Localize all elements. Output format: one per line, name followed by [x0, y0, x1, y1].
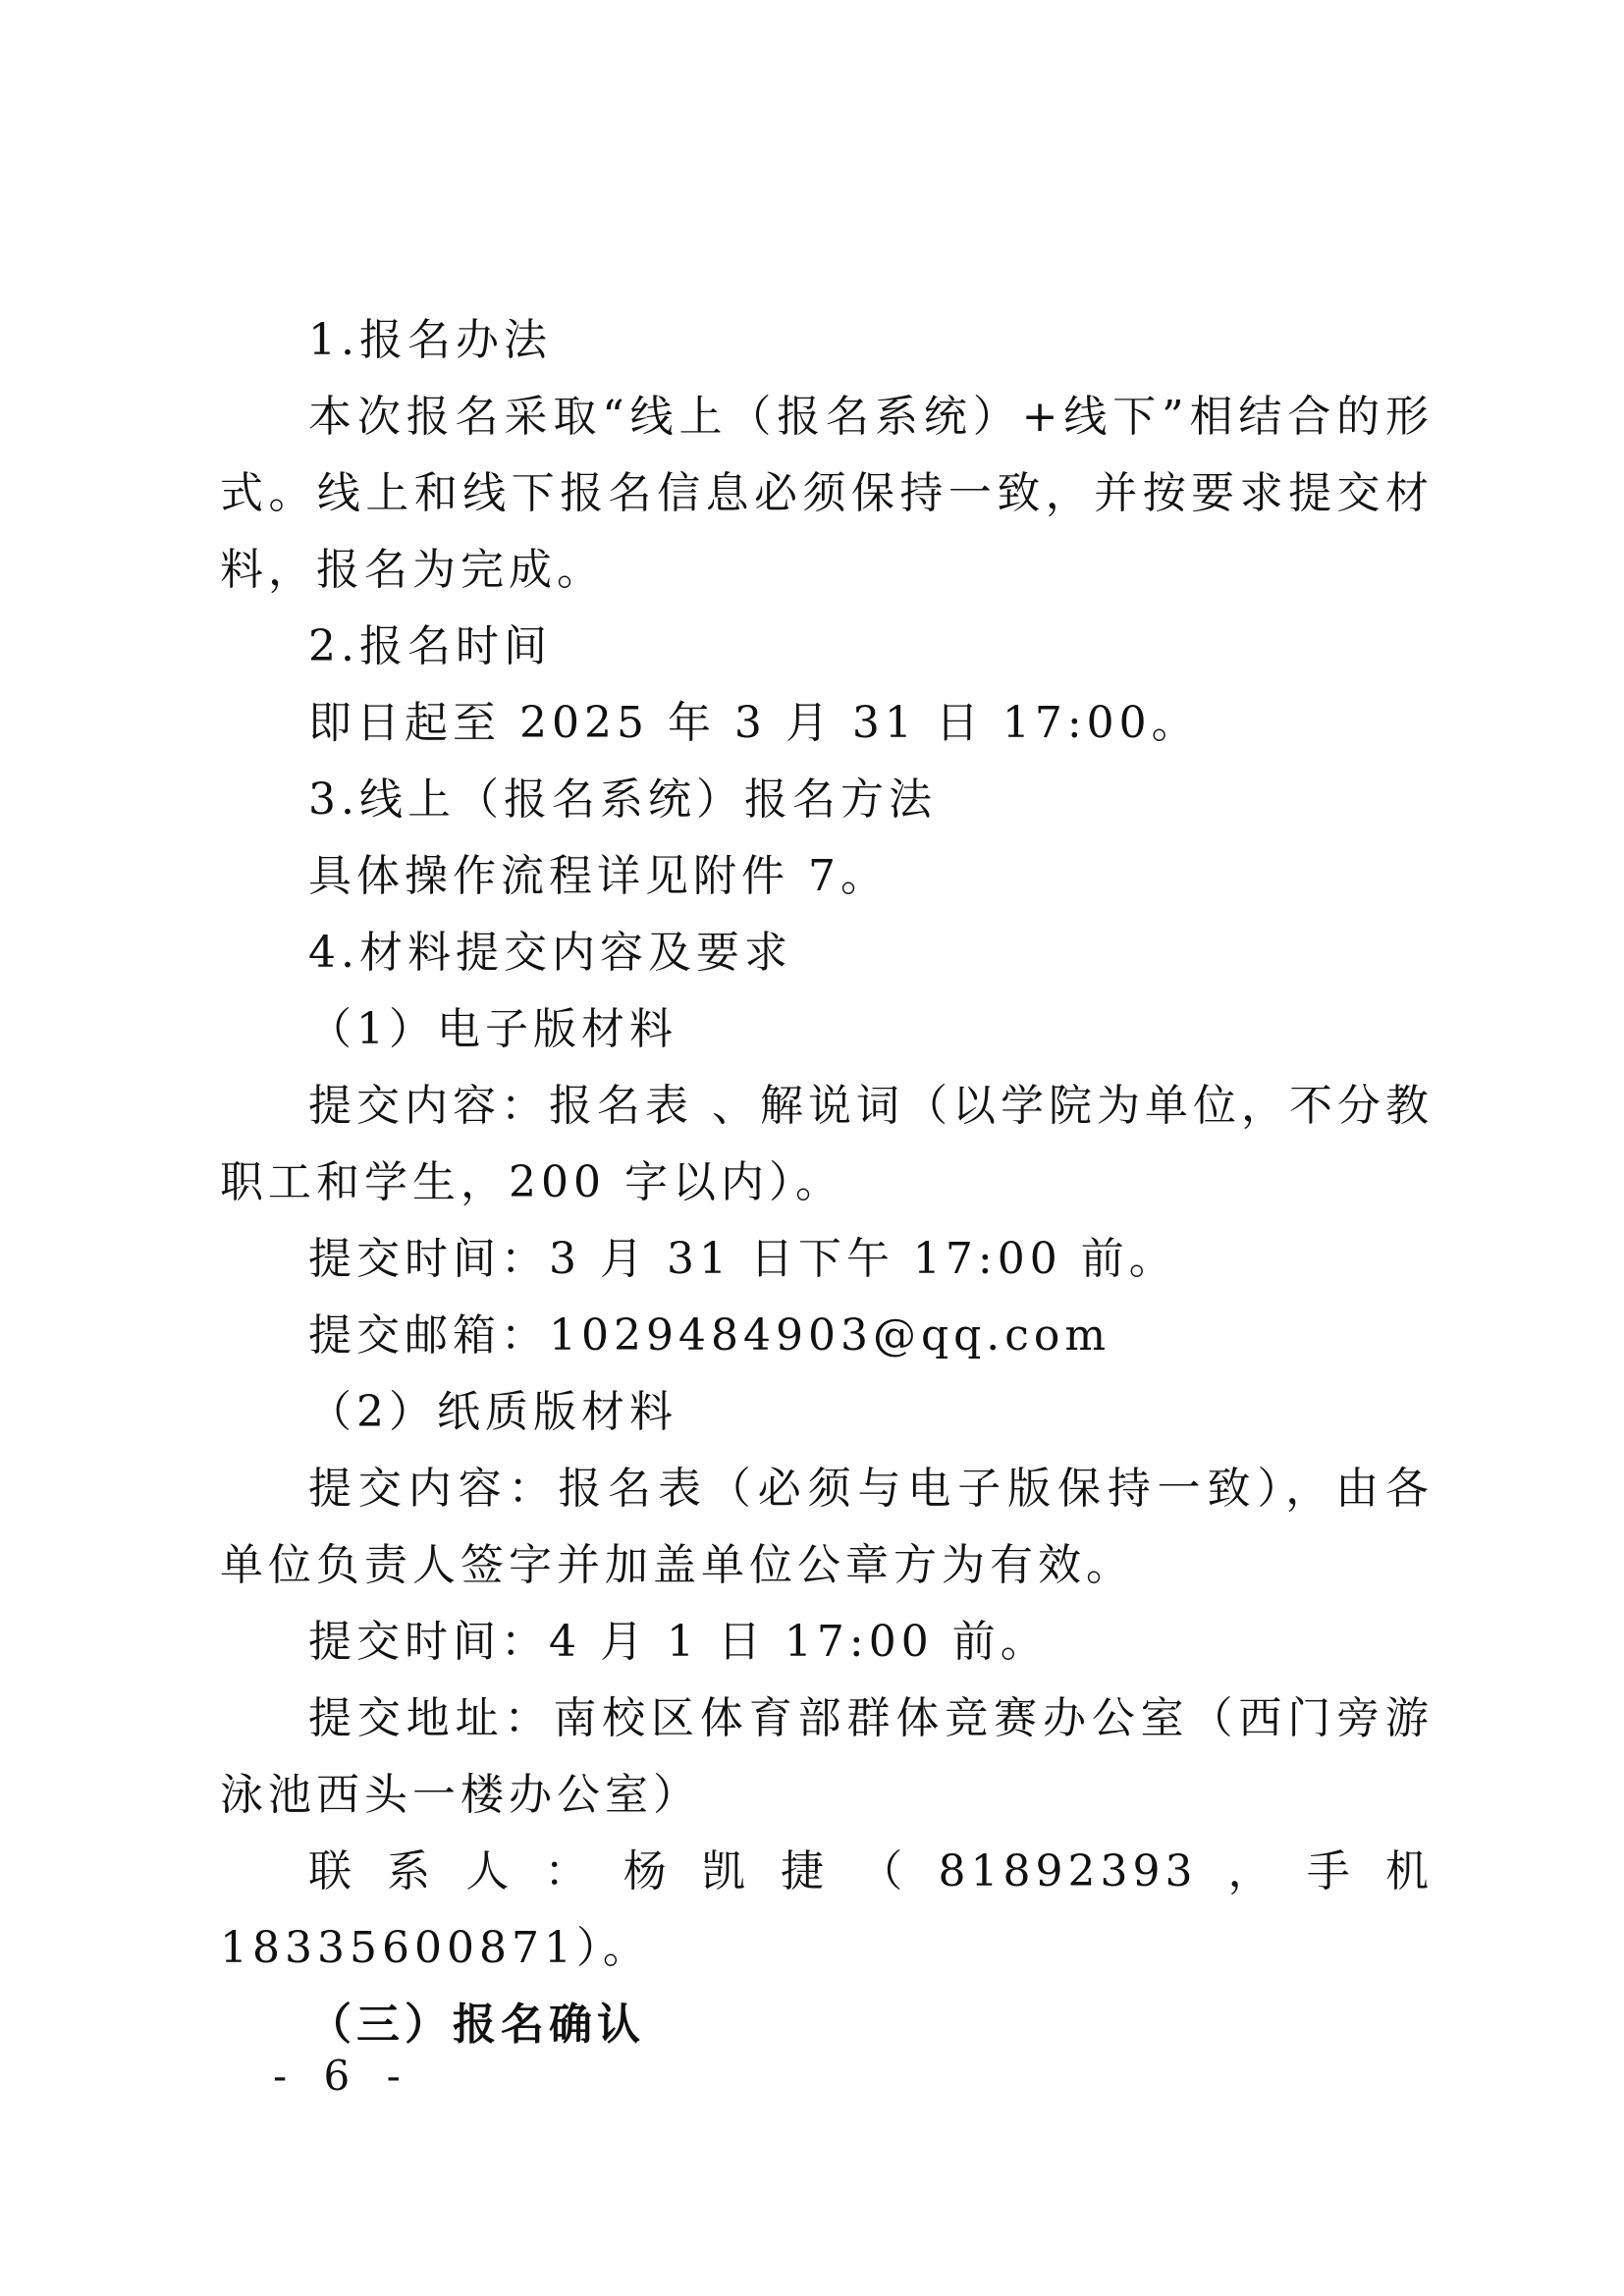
paragraph-registration-deadline: 即日起至 2025 年 3 月 31 日 17:00。 — [308, 698, 1200, 748]
paragraph-submission-address: 提交地址：南校区体育部群体竞赛办公室（西门旁游泳池西头一楼办公室） — [220, 1693, 1434, 1820]
heading-registration-confirmation: （三）报名确认 — [308, 2000, 645, 2050]
paragraph-submission-email: 提交邮箱：1029484903@qq.com — [308, 1310, 1111, 1361]
heading-material-requirements: 4.材料提交内容及要求 — [308, 928, 792, 978]
paragraph-contact-person: 联系人：杨凯捷（81892393，手机 18335600871）。 — [220, 1846, 1434, 1973]
paragraph-paper-content: 提交内容：报名表（必须与电子版保持一致），由各单位负责人签字并加盖单位公章方为有效。 — [220, 1464, 1434, 1590]
paragraph-electronic-content: 提交内容：报名表 、解说词（以学院为单位，不分教职工和学生，200 字以内）。 — [220, 1081, 1434, 1207]
paragraph-paper-time: 提交时间：4 月 1 日 17:00 前。 — [308, 1617, 1049, 1667]
heading-online-method: 3.线上（报名系统）报名方法 — [308, 774, 937, 825]
paragraph-electronic-time: 提交时间：3 月 31 日下午 17:00 前。 — [308, 1234, 1177, 1284]
paragraph-registration-format: 本次报名采取“线上（报名系统）+线下”相结合的形式。线上和线下报名信息必须保持一致，并按要求提交材料，报名为完成。 — [220, 392, 1434, 595]
subheading-paper-materials: （2）纸质版材料 — [308, 1387, 677, 1437]
paragraph-online-process: 具体操作流程详见附件 7。 — [308, 851, 889, 901]
document-body — [220, 302, 1434, 2063]
heading-registration-time: 2.报名时间 — [308, 621, 552, 671]
subheading-electronic-materials: （1）电子版材料 — [308, 1004, 677, 1054]
heading-registration-method: 1.报名办法 — [308, 315, 552, 365]
page-number: - 6 - — [273, 2052, 412, 2100]
